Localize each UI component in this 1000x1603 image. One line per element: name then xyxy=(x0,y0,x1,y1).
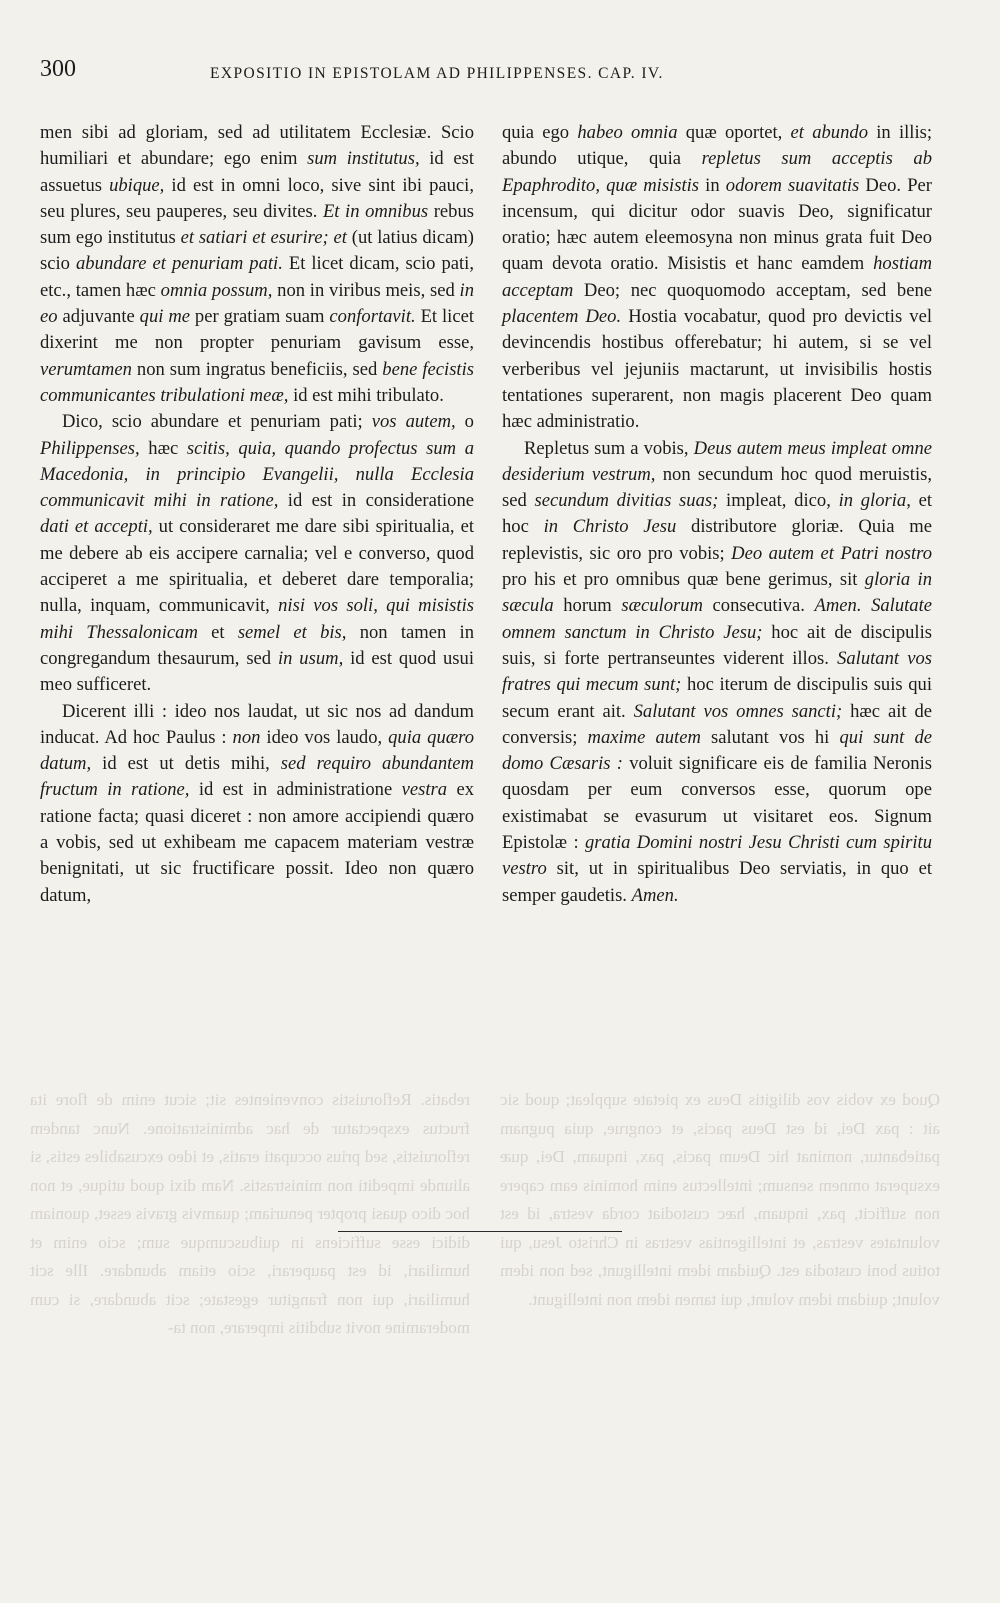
left-text-column xyxy=(40,120,474,909)
italic-run: Amen. Salutate omnem sanctum in Christo Jesu; xyxy=(502,595,933,643)
text-run: pro his et pro omnibus quæ bene gerimus, sit xyxy=(502,569,865,591)
text-run: men sibi ad gloriam, sed ad utilitatem Ecclesiæ. Scio humiliari et abundare; ego enim xyxy=(40,122,474,170)
text-run: quæ oportet, xyxy=(677,122,791,143)
page-number: 300 xyxy=(40,56,76,82)
italic-run: sum institutus, xyxy=(307,148,420,170)
text-run: Et licet dixerint me non propter penuriam gavisum esse, xyxy=(40,306,475,354)
text-run: id est ut detis mihi, xyxy=(91,753,281,775)
text-run: non tamen in congregandum thesaurum, sed xyxy=(40,621,474,669)
text-run: consecutiva. xyxy=(702,595,815,617)
paragraph xyxy=(40,699,474,909)
text-run: Dicerent illi : ideo nos laudat, ut sic nos ad dandum inducat. Ad hoc Paulus : xyxy=(40,700,474,748)
text-run: Deo; nec quoquomodo acceptam, sed bene xyxy=(573,279,932,301)
text-run: sit, ut in spiritualibus Deo serviatis, in quo et semper gaudetis. xyxy=(502,858,932,906)
italic-run: et satiari et esurire; et xyxy=(180,227,347,249)
text-run: Et licet dicam, scio pati, etc., tamen hæc xyxy=(40,253,474,301)
italic-run: Amen. xyxy=(631,884,679,906)
text-run: Dico, scio abundare et penuriam pati; xyxy=(62,411,372,433)
italic-run: Salutant vos omnes sancti; xyxy=(633,700,843,722)
show-through-right: Quod ex vobis vos diligitis Deus ex pietate suppleat; quod sic ait : pax Dei, id est Deus pacis, et congrue, quia pugnam patiebantur, nominat hic Deum pacis, pax, inquam, Dei, quæ exsuperat omnem sensum; intellectus enim hominis eam capere non sufficit, pax, inquam, hæc custodiat corda vestra, id est voluntates vestras, et intelligentias vestras in Christo Jesu, qui totius boni custodia est. Quidam idem intelligunt, sed non idem volunt; quidam idem volunt, qui tamen idem non intelligunt. xyxy=(500,1090,940,1309)
italic-run: Philippenses, xyxy=(40,437,140,459)
paragraph xyxy=(40,120,474,409)
text-run: et hoc xyxy=(502,490,932,538)
text-run: o xyxy=(455,411,474,433)
italic-run: omnia possum, xyxy=(160,279,273,301)
text-run: hoc ait de discipulis suis, si forte pertranseuntes viderent illos. xyxy=(502,621,932,669)
italic-run: hostiam acceptam xyxy=(502,253,932,301)
italic-run: gloria in sæcula xyxy=(502,569,932,617)
text-run: id est assuetus xyxy=(40,148,475,196)
text-run: horum xyxy=(553,595,622,617)
running-head: EXPOSITIO IN EPISTOLAM AD PHILIPPENSES. CAP. IV. xyxy=(210,65,664,82)
italic-run: bene fecistis communicantes tribulationi meæ, xyxy=(40,358,474,406)
text-run: Deo. Per incensum, qui dicitur odor suavis Deo, significatur oratio; hæc autem eleemosyna non minus grata fuit Deo quam devota oratio. Misistis et hanc eamdem xyxy=(502,174,932,275)
italic-run: in usum, xyxy=(277,647,344,669)
text-run: non secundum hoc quod meruistis, sed xyxy=(502,463,932,512)
italic-run: vestra xyxy=(401,779,448,801)
show-through-left: rebatis. Refloruistis convenientes sit; sicut enim de flore ita fructus exspectatur de hac administratione. Nunc tandem refloruistis, sed prius occupati eratis, et ideo excusabiles estis, si aliunde impediti non ministrastis. Nam dixi quod utique, et non hoc dico quasi propter penuriam; quamvis gravis esset, quoniam didici esse sufficiens in quibuscumque sum; scio enim et humiliari, id est pauperari, scio etiam abundare. Ille scit humiliari, qui non frangitur egestate; scit abundare, si cum moderamine novit subditis imperare, non ta- xyxy=(30,1090,470,1337)
paragraph xyxy=(40,409,474,698)
italic-run: nisi vos soli, qui misistis mihi Thessalonicam xyxy=(40,595,474,643)
italic-run: odorem suavitatis xyxy=(725,174,860,196)
text-run: ex ratione facta; quasi diceret : non amore accipiendi quæro a vobis, sed ut exhibeam me capacem materiam vestræ benignitati, ut sic fructificare possit. Ideo non quæro datum, xyxy=(40,779,474,906)
italic-run: scitis, quia, quando profectus sum a Macedonia, in principio Evangelii, nulla Ecclesia communicavit mihi in ratione, xyxy=(40,437,474,512)
italic-run: ubique, xyxy=(109,174,165,196)
italic-run: Salutant vos fratres qui mecum sunt; xyxy=(502,647,932,696)
text-run: hæc ait de conversis; xyxy=(502,700,932,748)
paragraph xyxy=(502,120,932,436)
italic-run: Deo autem et Patri nostro xyxy=(731,542,932,564)
text-run: non in viribus meis, sed xyxy=(272,279,460,301)
italic-run: dati et accepti, xyxy=(40,516,153,538)
italic-run: maxime autem xyxy=(587,726,701,748)
text-run: rebus sum ego institutus xyxy=(40,200,474,249)
footnote-rule xyxy=(338,1231,622,1232)
text-run: id est in omni loco, sive sint ibi pauci, seu plures, seu pauperes, seu divites. xyxy=(40,174,474,222)
text-run: voluit significare eis de familia Neronis quosdam per eum conversos esse, quorum ope existimabat se evasurum ut visitaret eos. Signum Epistolæ : xyxy=(502,753,932,854)
italic-run: secundum divitias suas; xyxy=(534,490,719,512)
text-run: distributore gloriæ. Quia me replevistis, sic oro pro vobis; xyxy=(502,516,932,564)
italic-run: repletus sum acceptis ab Epaphrodito, quæ misistis xyxy=(502,148,932,196)
text-run: et xyxy=(197,621,238,643)
text-run: Hostia vocabatur, quod pro devictis vel devincendis hostibus offerebatur; hi autem, si se vel verberibus vel jejuniis mactarunt, ut invisibilis hostis tentationes superarent, non magis placerent Deo quam hæc administratio. xyxy=(502,306,932,433)
text-run: quia ego xyxy=(502,122,578,143)
italic-run: abundare et penuriam pati. xyxy=(75,253,283,275)
italic-run: qui sunt de domo Cæsaris : xyxy=(502,726,932,775)
italic-run: confortavit. xyxy=(329,306,416,328)
text-run: hoc iterum de discipulis suis qui secum erant ait. xyxy=(502,674,933,722)
text-run: id est quod usui meo sufficeret. xyxy=(40,647,474,696)
italic-run: in gloria, xyxy=(838,490,911,512)
italic-run: in Christo Jesu xyxy=(543,516,677,538)
italic-run: verumtamen xyxy=(40,358,132,380)
show-through-text xyxy=(30,1086,960,1433)
text-run: id est in consideratione xyxy=(278,490,474,512)
italic-run: habeo omnia xyxy=(577,122,678,143)
text-run: id est in administratione xyxy=(189,779,402,801)
text-run: Repletus sum a vobis, xyxy=(524,437,694,459)
text-run: ideo vos laudo, xyxy=(260,726,389,748)
italic-run: non xyxy=(232,726,261,748)
italic-run: Et in omnibus xyxy=(322,200,429,222)
text-run: adjuvante xyxy=(57,306,140,328)
italic-run: in eo xyxy=(40,279,475,328)
paragraph xyxy=(502,436,932,909)
text-run: (ut latius dicam) scio xyxy=(40,227,475,275)
italic-run: semel et bis, xyxy=(237,621,347,643)
italic-run: Deus autem meus impleat omne desiderium vestrum, xyxy=(502,437,932,485)
italic-run: placentem Deo. xyxy=(502,306,622,328)
text-run: ut consideraret me dare sibi spiritualia, et me debere ab eis accipere carnalia; vel e converso, quod acciperet a me spiritualia, et deberet dare temporalia; nulla, inquam, communicavit, xyxy=(40,516,474,617)
text-run: in illis; abundo utique, quia xyxy=(502,122,933,170)
right-text-column xyxy=(502,120,932,909)
text-run: per gratiam suam xyxy=(190,306,330,328)
text-run: hæc xyxy=(139,437,187,459)
italic-run: sed requiro abundantem fructum in ratione, xyxy=(40,753,474,801)
italic-run: quia quæro datum, xyxy=(40,726,474,775)
text-run: id est mihi tribulato. xyxy=(288,384,444,406)
italic-run: qui me xyxy=(139,306,191,328)
text-run: salutant vos hi xyxy=(700,726,840,748)
italic-run: gratia Domini nostri Jesu Christi cum spiritu vestro xyxy=(502,832,932,880)
page-header xyxy=(40,56,960,96)
text-run: impleat, dico, xyxy=(718,490,839,512)
italic-run: et abundo xyxy=(790,122,868,143)
text-run: non sum ingratus beneficiis, sed xyxy=(131,358,383,380)
text-run: in xyxy=(699,174,726,196)
italic-run: sæculorum xyxy=(621,595,703,617)
italic-run: vos autem, xyxy=(371,411,456,433)
